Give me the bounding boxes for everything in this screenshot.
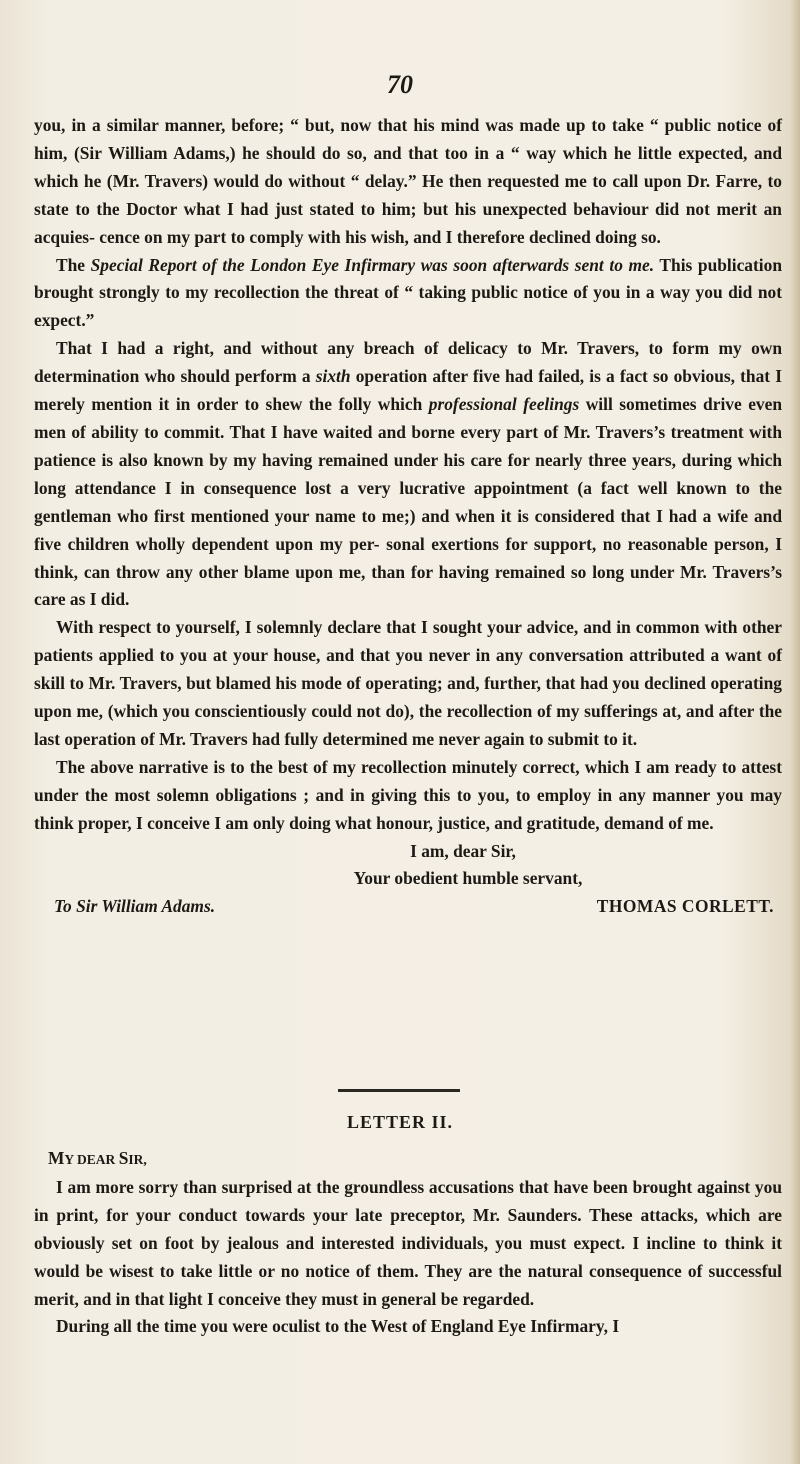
page-number: 70 — [387, 70, 413, 99]
paragraph-right: That I had a right, and without any breach of delicacy to Mr. Travers, to form my own determination who should perform a sixth operation after five had failed, is a fact so obvious, that I merely mention it in order to shew the folly which professional feelings will sometimes drive even men of ability to commit. That I have waited and borne every part of Mr. Travers’s treatment with patience is also known by my having remained under his care for nearly three years, during which long attendance I in consequence lost a very lucrative appointment (a fact well known to the gentleman who first mentioned your name to me;) and when it is considered that I had a wife and five children wholly dependent upon my per- sonal exertions for support, no reasonable person, I think, can throw any other blame upon me, than for having remained so long under Mr. Travers’s care as I did. — [34, 338, 782, 610]
closing-servant: Your obedient humble servant, — [353, 868, 583, 889]
paragraph-sorry: I am more sorry than surprised at the groundless accusations that have been brought against you in print, for your conduct towards your late preceptor, Mr. Saunders. These attacks, which are obviously set on foot by jealous and interested individuals, you must expect. I incline to think it would be wisest to take little or no notice of them. They are the natural consequence of successful merit, and in that light I conceive they must in general be regarded. — [34, 1176, 782, 1309]
italic-professional-feelings: professional feelings — [428, 394, 580, 415]
paragraph-special-report: The Special Report of the London Eye Infirmary was soon afterwards sent to me. This publication brought strongly to my recollection the threat of “ taking public notice of you in a way you did not expect.” — [34, 254, 782, 331]
line: had just stated to him; but his unexpected behaviour did not merit an acquies- — [34, 198, 782, 247]
addressee: To Sir William Adams. — [54, 896, 216, 917]
signature-row — [34, 893, 782, 921]
line: you, in a similar manner, before; “ but, now that his mind was made up to take — [34, 115, 644, 135]
line: “ public notice of him, (Sir William Adams,) he should do so, and that too in a — [34, 115, 782, 163]
signature-name: THOMAS CORLETT. — [596, 896, 774, 917]
paragraph-during: During all the time you were oculist to the West of England Eye Infirmary, I — [56, 1316, 620, 1337]
paragraph-respect: With respect to yourself, I solemnly declare that I sought your advice, and in common with other patients applied to you at your house, and that you never in any conversation attributed a want of skill to Mr. Travers, but blamed his mode of operating; and, further, that had you declined operating upon me, (which you conscientiously could not do), the recollection of my sufferings at, and after the last operation of Mr. Travers had fully determined me never again to submit to it. — [34, 617, 782, 749]
letter-two-text — [34, 1145, 782, 1341]
closing-dear-sir: I am, dear Sir, — [410, 840, 516, 861]
line: “ way which he little expected, and which he (Mr. Travers) would do without — [34, 142, 782, 191]
italic-report-title: Special Report of the London Eye Infirmary was soon afterwards sent to me. — [90, 254, 655, 275]
italic-sixth: sixth — [315, 366, 351, 387]
page-edge-shadow — [790, 0, 800, 1464]
salutation: MY DEAR SIR, — [48, 1148, 147, 1168]
paragraph-continuation — [34, 112, 782, 252]
line: “ delay.” He then requested me to call upon Dr. Farre, to state to the Doctor what I — [34, 170, 782, 219]
letter-one-text — [34, 112, 782, 921]
section-divider — [338, 1089, 460, 1092]
line: cence on my part to comply with his wish, and I therefore declined doing so. — [99, 226, 661, 247]
letter-two-heading: LETTER II. — [346, 1112, 454, 1132]
paragraph-narrative: The above narrative is to the best of my recollection minutely correct, which I am ready to attest under the most solemn obligations ; and in giving this to you, to employ in any manner you may think proper, I conceive I am only doing what honour, justice, and gratitude, demand of me. — [34, 756, 782, 833]
